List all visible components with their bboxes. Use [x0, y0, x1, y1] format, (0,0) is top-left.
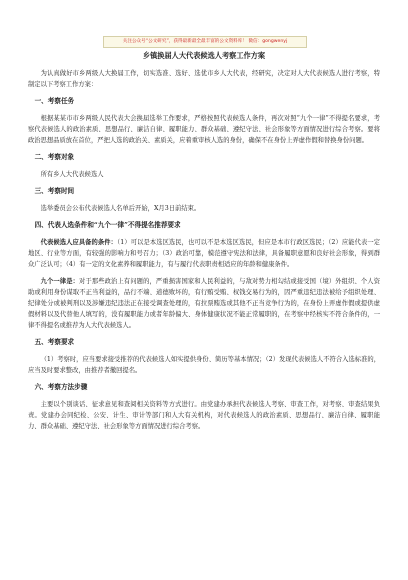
- section-1-heading: 一、考察任务: [34, 97, 75, 105]
- nine-rules-lead: 九个一律是：: [40, 278, 80, 285]
- conditions-body: （1）可以是本选区选民，也可以不是本选区选民，但应是本市行政区选民；（2）应能代表一定地区、行业等方面，有较强的影响力和号召力；（3）政治可靠，模范遵守宪法和法律，具备履职意愿和良好社会形象，得到群众广泛认可；（4）有一定的文化素养和履职能力，有与履行代表职责相适应的年龄和健康条件。: [28, 239, 381, 268]
- promo-banner[interactable]: 关注公众号“公文研究”，获得最新最全最丰富的公文资料库！ 微信：gongwenyj: [103, 36, 307, 48]
- section-3-body: 选举委员会公布代表候选人名单后开始，X月3日前结束。: [40, 205, 201, 212]
- section-4-nine-rules: [28, 276, 380, 331]
- section-6-body: 主要以个别谈话、征求意见和查阅相关资料等方式进行。由党建办承担代表候选人考察、审查工作，对考察、审查结果负责。党建办会同纪检、公安、计生、审计等部门和人大有关机构，对代表候选人的政治素质、思想品行、廉洁自律、履职能力、群众基础、遵纪守法、社会形象等方面情况进行综合考察。: [28, 401, 380, 430]
- conditions-lead: 代表候选人应具备的条件：: [40, 239, 118, 246]
- section-5-heading: 五、考察要求: [34, 338, 75, 346]
- intro-paragraph: 为认真做好市乡两级人大换届工作，切实选准、选好、选优市乡人大代表，经研究，决定对人大代表候选人进行考察，特制定以下考察工作方案：: [28, 70, 380, 88]
- section-1-body: 根据某某市市乡两级人民代表大会换届选举工作要求，严格按照代表候选人条件，再次对照“九个一律”不得提名要求，考察代表候选人的政治素质、思想品行、廉洁自律、履职能力、群众基础、遵纪守法、社会形象等方面情况进行综合考察。要将政治思想品质放在首位，严把人选的政治关、素质关，应着重审核人选的身份，确保不在身份上弄虚作假和替换身份问题。: [28, 115, 380, 144]
- section-6-heading: 六、考察方法步骤: [34, 383, 88, 391]
- section-2-body: 所有乡人大代表候选人: [40, 171, 104, 178]
- section-4-heading: 四、代表人选条件和“九个一律”不得提名推荐要求: [34, 221, 181, 229]
- section-3-heading: 三、考察时间: [34, 187, 75, 195]
- nine-rules-body: 对于那些政治上有问题的，严重损害国家和人民利益的，与敌对势力相勾结或接受国（境）外组织、个人资助或利用身份谋取不正当利益的，品行不端、道德败坏的，有行贿受贿、权钱交易行为的，因严重违纪违法被给予组织处理、纪律处分或被判刑以及涉嫌违纪违法正在接受调查处理的，有拉票贿选或其他不正当竞争行为的，在身份上弄虚作假或提供虚假材料以及代替他人填写的，没有履职能力或者年龄偏大、身体健康状况不能正常履职的，在考察中经核实不符合条件的，一律不得提名或推荐为人大代表候选人。: [28, 278, 381, 329]
- section-5-body: （1）考察时，应当要求接受推荐的代表候选人如实提供身份、简历等基本情况；（2）发现代表候选人不符合入选标准的，应当及时要求整改，由推荐者撤回提名。: [28, 356, 380, 374]
- document-body: [28, 50, 380, 438]
- section-4-conditions: [28, 237, 380, 270]
- document-title: 乡镇换届人大代表候选人考察工作方案: [142, 51, 266, 60]
- section-2-heading: 二、考察对象: [34, 153, 75, 161]
